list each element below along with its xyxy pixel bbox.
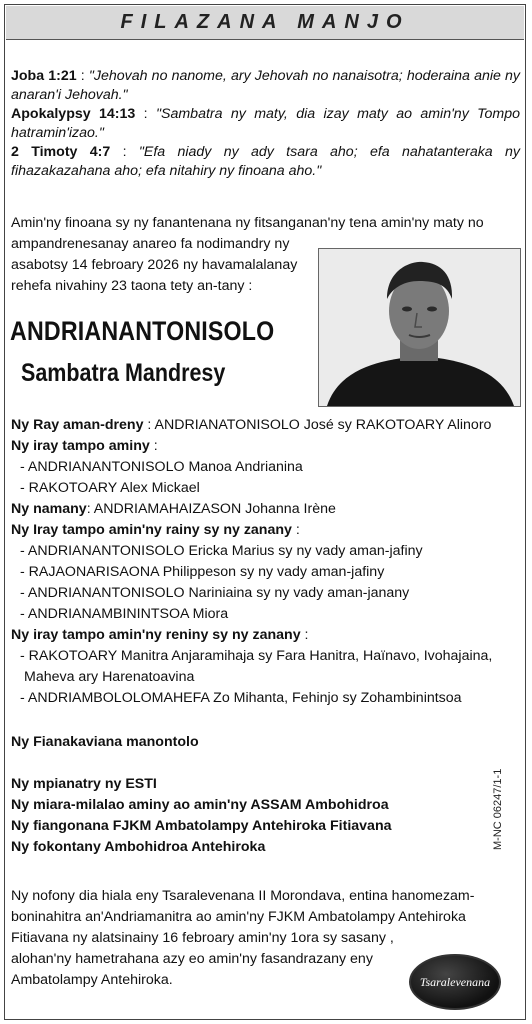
verse-sep: : bbox=[110, 144, 139, 160]
closing-line-3: Fitiavana ny alatsinainy 16 febroary amin'ny 1ora sy sasany , bbox=[11, 930, 394, 946]
family-line bbox=[11, 437, 158, 456]
notice-title: FILAZANA MANJO bbox=[120, 11, 410, 33]
verse-text: "Sambatra ny maty, dia izay maty ao amin'ny Tompo hatramin'izao." bbox=[11, 106, 521, 141]
family-line: - ANDRIANANTONISOLO Ericka Marius sy ny vady aman-jafiny bbox=[20, 543, 423, 559]
group-line: Ny miara-milalao aminy ao amin'ny ASSAM Ambohidroa bbox=[11, 797, 389, 813]
closing-line-2: boninahitra an'Andriamanitra ao amin'ny FJKM Ambatolampy Antehiroka bbox=[11, 909, 466, 925]
family-line: - RAKOTOARY Alex Mickael bbox=[20, 480, 200, 496]
verse-ref: Joba 1:21 bbox=[11, 68, 77, 84]
family-value: : ANDRIAMAHAIZASON Johanna Irène bbox=[86, 501, 336, 517]
verse-ref: Apokalypsy 14:13 bbox=[11, 106, 136, 122]
verse-3 bbox=[11, 143, 520, 181]
closing-line-4: alohan'ny hametrahana azy eo amin'ny fasandrazany eny bbox=[11, 951, 373, 967]
family-value: : bbox=[291, 522, 300, 538]
family-line bbox=[11, 521, 300, 540]
logo-text: Tsaralevenana bbox=[419, 974, 491, 989]
family-label: Ny namany bbox=[11, 501, 87, 517]
announcement-line-1: Amin'ny finoana sy ny fanantenana ny fitsanganan'ny tena amin'ny maty no bbox=[11, 215, 484, 231]
group-line: Ny fokontany Ambohidroa Antehiroka bbox=[11, 839, 266, 855]
verse-text: "Jehovah no nanome, ary Jehovah no nanaisotra; hoderaina anie ny anaran'i Jehovah." bbox=[11, 68, 521, 103]
verse-ref: 2 Timoty 4:7 bbox=[11, 144, 111, 160]
family-line: - RAKOTOARY Manitra Anjaramihaja sy Fara Hanitra, Haïnavo, Ivohajaina, bbox=[20, 648, 493, 664]
reference-code: M-NC 06247/1-1 bbox=[492, 768, 504, 850]
family-line: Maheva ary Harenatoavina bbox=[24, 669, 195, 685]
group-line: Ny fiangonana FJKM Ambatolampy Antehiroka Fitiavana bbox=[11, 818, 392, 834]
verse-2 bbox=[11, 105, 520, 143]
bible-verses bbox=[11, 67, 520, 181]
family-line: - ANDRIANANTONISOLO Manoa Andrianina bbox=[20, 459, 303, 475]
family-label: Ny iray tampo amin'ny reniny sy ny zanany bbox=[11, 627, 301, 643]
family-line bbox=[11, 626, 308, 645]
deceased-surname: ANDRIANANTONISOLO bbox=[10, 316, 275, 346]
deceased-given-names: Sambatra Mandresy bbox=[21, 359, 226, 387]
closing-line-5: Ambatolampy Antehiroka. bbox=[11, 972, 173, 988]
group-line: Ny mpianatry ny ESTI bbox=[11, 776, 157, 792]
tsaralevenana-logo bbox=[409, 954, 501, 1010]
extended-family: Ny Fianakaviana manontolo bbox=[11, 734, 199, 750]
family-label: Ny Iray tampo amin'ny rainy sy ny zanany bbox=[11, 522, 292, 538]
announcement-line-2: ampandrenesanay anareo fa nodimandry ny bbox=[11, 236, 290, 252]
family-line bbox=[11, 500, 336, 519]
announcement-line-3: asabotsy 14 febroary 2026 ny havamalalanay bbox=[11, 257, 298, 273]
verse-sep: : bbox=[76, 68, 89, 84]
family-value: : bbox=[300, 627, 309, 643]
family-line: - ANDRIANANTONISOLO Nariniaina sy ny vady aman-janany bbox=[20, 585, 410, 601]
family-line: - ANDRIAMBOLOLOMAHEFA Zo Mihanta, Fehinjo sy Zohambinintsoa bbox=[20, 690, 462, 706]
verse-1 bbox=[11, 67, 520, 105]
verse-text: "Efa niady ny ady tsara aho; efa nahatanteraka ny fihazakazahana aho; efa nitahiry ny finoana aho." bbox=[11, 144, 520, 179]
verse-sep: : bbox=[135, 106, 156, 122]
announcement-line-4: rehefa nivahiny 23 taona tety an-tany : bbox=[11, 278, 253, 294]
family-label: Ny Ray aman-dreny bbox=[11, 417, 144, 433]
family-value: : bbox=[149, 438, 158, 454]
family-value: : ANDRIANATONISOLO José sy RAKOTOARY Alinoro bbox=[143, 417, 492, 433]
family-line bbox=[11, 416, 491, 435]
family-label: Ny iray tampo aminy bbox=[11, 438, 150, 454]
portrait-photo bbox=[318, 248, 521, 407]
notice-header bbox=[6, 6, 524, 40]
family-line: - RAJAONARISAONA Philippeson sy ny vady aman-jafiny bbox=[20, 564, 385, 580]
family-line: - ANDRIANAMBININTSOA Miora bbox=[20, 606, 229, 622]
closing-line-1: Ny nofony dia hiala eny Tsaralevenana II Morondava, entina hanomezam- bbox=[11, 888, 475, 904]
